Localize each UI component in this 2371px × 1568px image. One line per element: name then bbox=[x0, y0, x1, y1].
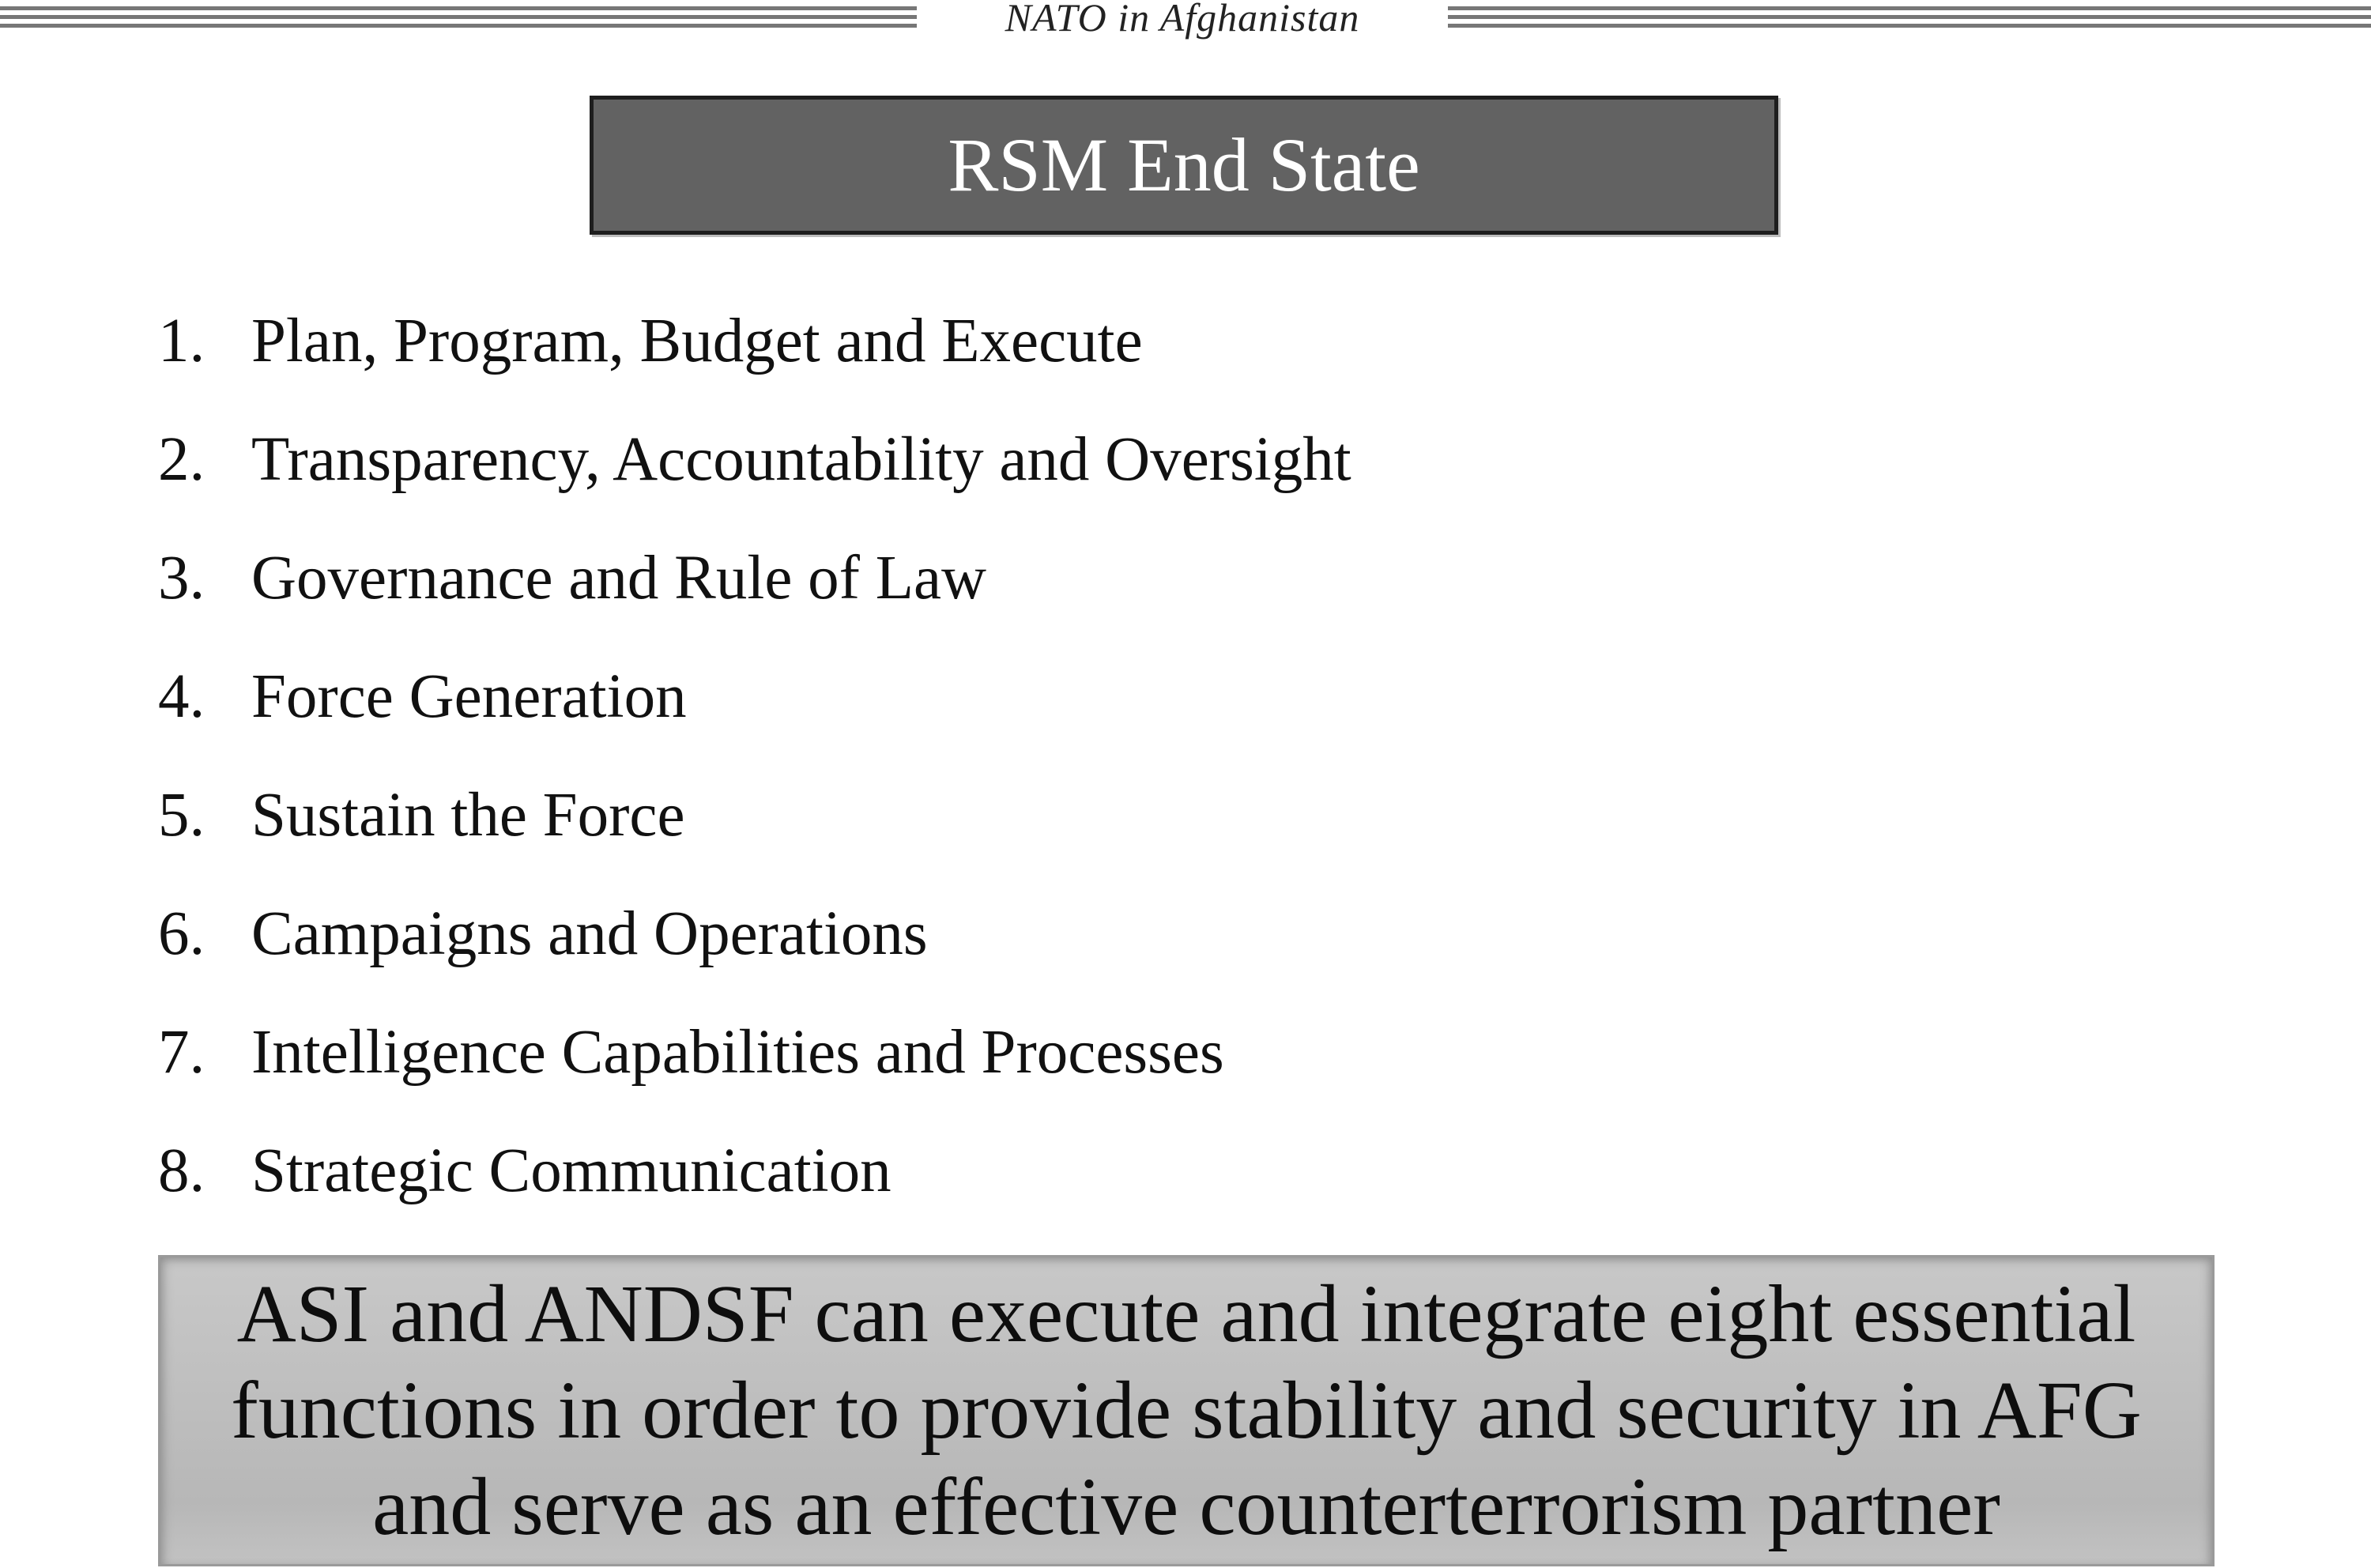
list-item bbox=[158, 890, 1897, 1008]
list-item bbox=[158, 653, 1897, 771]
list-item bbox=[158, 771, 1897, 890]
list-item-number: 8. bbox=[158, 1136, 205, 1205]
list-item bbox=[158, 1008, 1897, 1127]
list-item-number: 7. bbox=[158, 1018, 205, 1087]
list-item-number: 2. bbox=[158, 425, 205, 494]
list-item-number: 1. bbox=[158, 307, 205, 375]
list-item-number: 4. bbox=[158, 662, 205, 731]
list-item bbox=[158, 416, 1897, 534]
header-rule-right bbox=[1448, 6, 2371, 28]
header-rule-left bbox=[0, 6, 917, 28]
list-item-label: Governance and Rule of Law bbox=[251, 544, 987, 612]
list-item bbox=[158, 1127, 1897, 1246]
list-item-label: Campaigns and Operations bbox=[251, 899, 928, 968]
title-box bbox=[590, 96, 1778, 235]
list-item bbox=[158, 297, 1897, 416]
list-item-label: Plan, Program, Budget and Execute bbox=[251, 307, 1143, 375]
header-label: NATO in Afghanistan bbox=[1005, 0, 1360, 40]
list-item-number: 5. bbox=[158, 781, 205, 850]
list-item bbox=[158, 534, 1897, 653]
header-rule bbox=[0, 0, 2371, 38]
list-item-label: Sustain the Force bbox=[251, 781, 685, 850]
essential-functions-list bbox=[158, 297, 1897, 1246]
page-title: RSM End State bbox=[948, 122, 1420, 207]
summary-box bbox=[158, 1255, 2215, 1566]
list-item-number: 6. bbox=[158, 899, 205, 968]
list-item-label: Transparency, Accountability and Oversight bbox=[251, 425, 1351, 494]
list-item-number: 3. bbox=[158, 544, 205, 612]
list-item-label: Force Generation bbox=[251, 662, 687, 731]
list-item-label: Intelligence Capabilities and Processes bbox=[251, 1018, 1224, 1087]
summary-text: ASI and ANDSF can execute and integrate eight essential functions in order to provide stability and security in AFG and serve as an effective counterterrorism partner bbox=[231, 1268, 2142, 1552]
list-item-label: Strategic Communication bbox=[251, 1136, 891, 1205]
